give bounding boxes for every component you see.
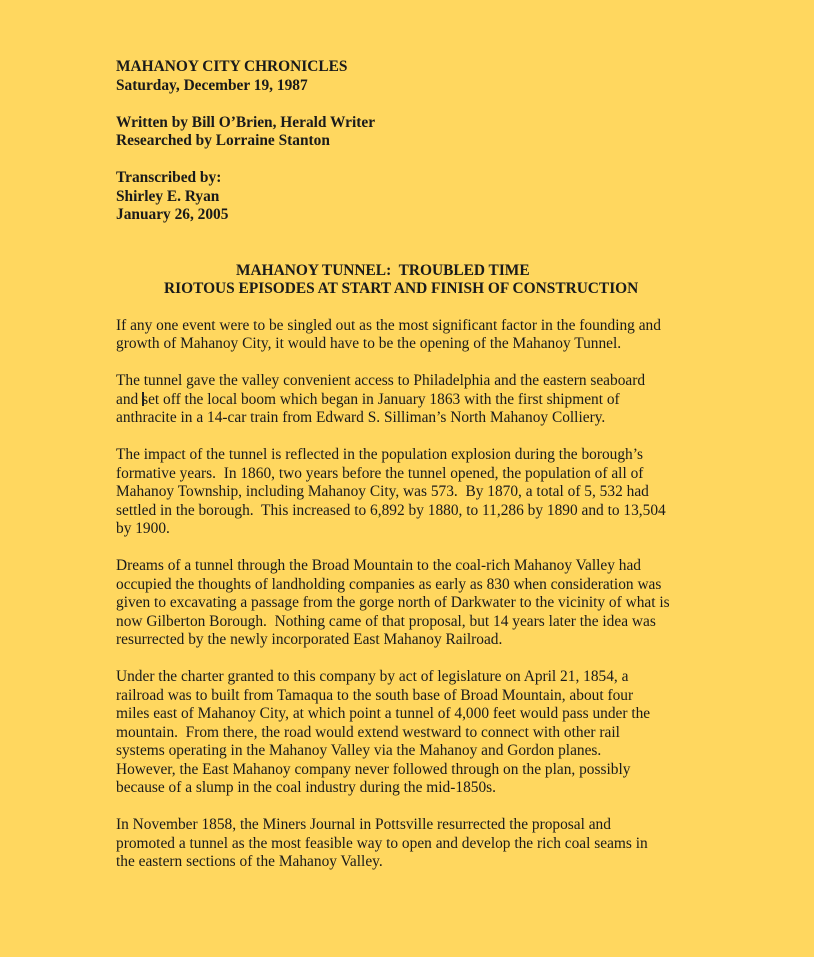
text-line: Mahanoy Township, including Mahanoy City, was 573. By 1870, a total of 5, 532 had <box>116 483 649 500</box>
text-segment: and <box>116 390 143 408</box>
text-line: occupied the thoughts of landholding companies as early as 830 when consideration was <box>116 575 662 593</box>
transcription-block <box>116 169 706 225</box>
transcribed-date: January 26, 2005 <box>116 206 229 223</box>
document-page <box>116 58 706 890</box>
text-line: anthracite in a 14-car train from Edward S. Silliman’s North Mahanoy Colliery. <box>116 409 606 426</box>
text-line: settled in the borough. This increased to 6,892 by 1880, to 11,286 by 1890 and to 13,504 <box>116 501 666 519</box>
publication-date: Saturday, December 19, 1987 <box>116 76 308 94</box>
text-line: now Gilberton Borough. Nothing came of that proposal, but 14 years later the idea was <box>116 612 656 630</box>
paragraph-4[interactable] <box>116 557 706 650</box>
text-segment: set off the local boom which began in January 1863 with the first shipment of <box>142 390 620 408</box>
text-line: If any one event were to be singled out as the most significant factor in the founding and <box>116 316 661 334</box>
paragraph-1[interactable] <box>116 317 706 354</box>
text-line: Dreams of a tunnel through the Broad Mountain to the coal-rich Mahanoy Valley had <box>116 557 641 574</box>
publication-title: MAHANOY CITY CHRONICLES <box>116 58 348 75</box>
text-line: systems operating in the Mahanoy Valley via the Mahanoy and Gordon planes. <box>116 742 602 759</box>
text-line: Under the charter granted to this company by act of legislature on April 21, 1854, a <box>116 668 629 685</box>
publication-block <box>116 58 706 95</box>
paragraph-5[interactable] <box>116 668 706 798</box>
paragraph-2[interactable] <box>116 372 706 428</box>
text-line: In November 1858, the Miners Journal in Pottsville resurrected the proposal and <box>116 816 611 833</box>
text-line: The tunnel gave the valley convenient access to Philadelphia and the eastern seaboard <box>116 372 646 389</box>
researcher-credit: Researched by Lorraine Stanton <box>116 132 330 149</box>
text-line: However, the East Mahanoy company never followed through on the plan, possibly <box>116 760 631 778</box>
text-line: resurrected by the newly incorporated East Mahanoy Railroad. <box>116 631 503 648</box>
text-line-with-cursor <box>116 391 706 410</box>
text-line: mountain. From there, the road would extend westward to connect with other rail <box>116 723 620 741</box>
credits-block <box>116 114 706 151</box>
paragraph-6[interactable] <box>116 816 706 872</box>
text-line: miles east of Mahanoy City, at which point a tunnel of 4,000 feet would pass under the <box>116 705 651 722</box>
text-line: because of a slump in the coal industry during the mid-1850s. <box>116 779 496 796</box>
transcribed-label: Transcribed by: <box>116 169 222 186</box>
author-credit: Written by Bill O’Brien, Herald Writer <box>116 113 376 131</box>
text-line: growth of Mahanoy City, it would have to be the opening of the Mahanoy Tunnel. <box>116 335 622 352</box>
text-line: railroad was to built from Tamaqua to the south base of Broad Mountain, about four <box>116 686 634 704</box>
text-line: formative years. In 1860, two years before the tunnel opened, the population of all of <box>116 464 644 482</box>
text-line: promoted a tunnel as the most feasible way to open and develop the rich coal seams in <box>116 834 648 852</box>
transcriber-name: Shirley E. Ryan <box>116 187 220 205</box>
text-line: by 1900. <box>116 520 170 537</box>
paragraph-3[interactable] <box>116 446 706 539</box>
subheadline: RIOTOUS EPISODES AT START AND FINISH OF CONSTRUCTION <box>164 280 639 297</box>
text-line: given to excavating a passage from the gorge north of Darkwater to the vicinity of what is <box>116 594 670 611</box>
headline: MAHANOY TUNNEL: TROUBLED TIME <box>236 261 530 279</box>
article-titles <box>116 262 706 299</box>
text-line: The impact of the tunnel is reflected in the population explosion during the borough’s <box>116 446 644 463</box>
text-line: the eastern sections of the Mahanoy Valley. <box>116 853 383 870</box>
